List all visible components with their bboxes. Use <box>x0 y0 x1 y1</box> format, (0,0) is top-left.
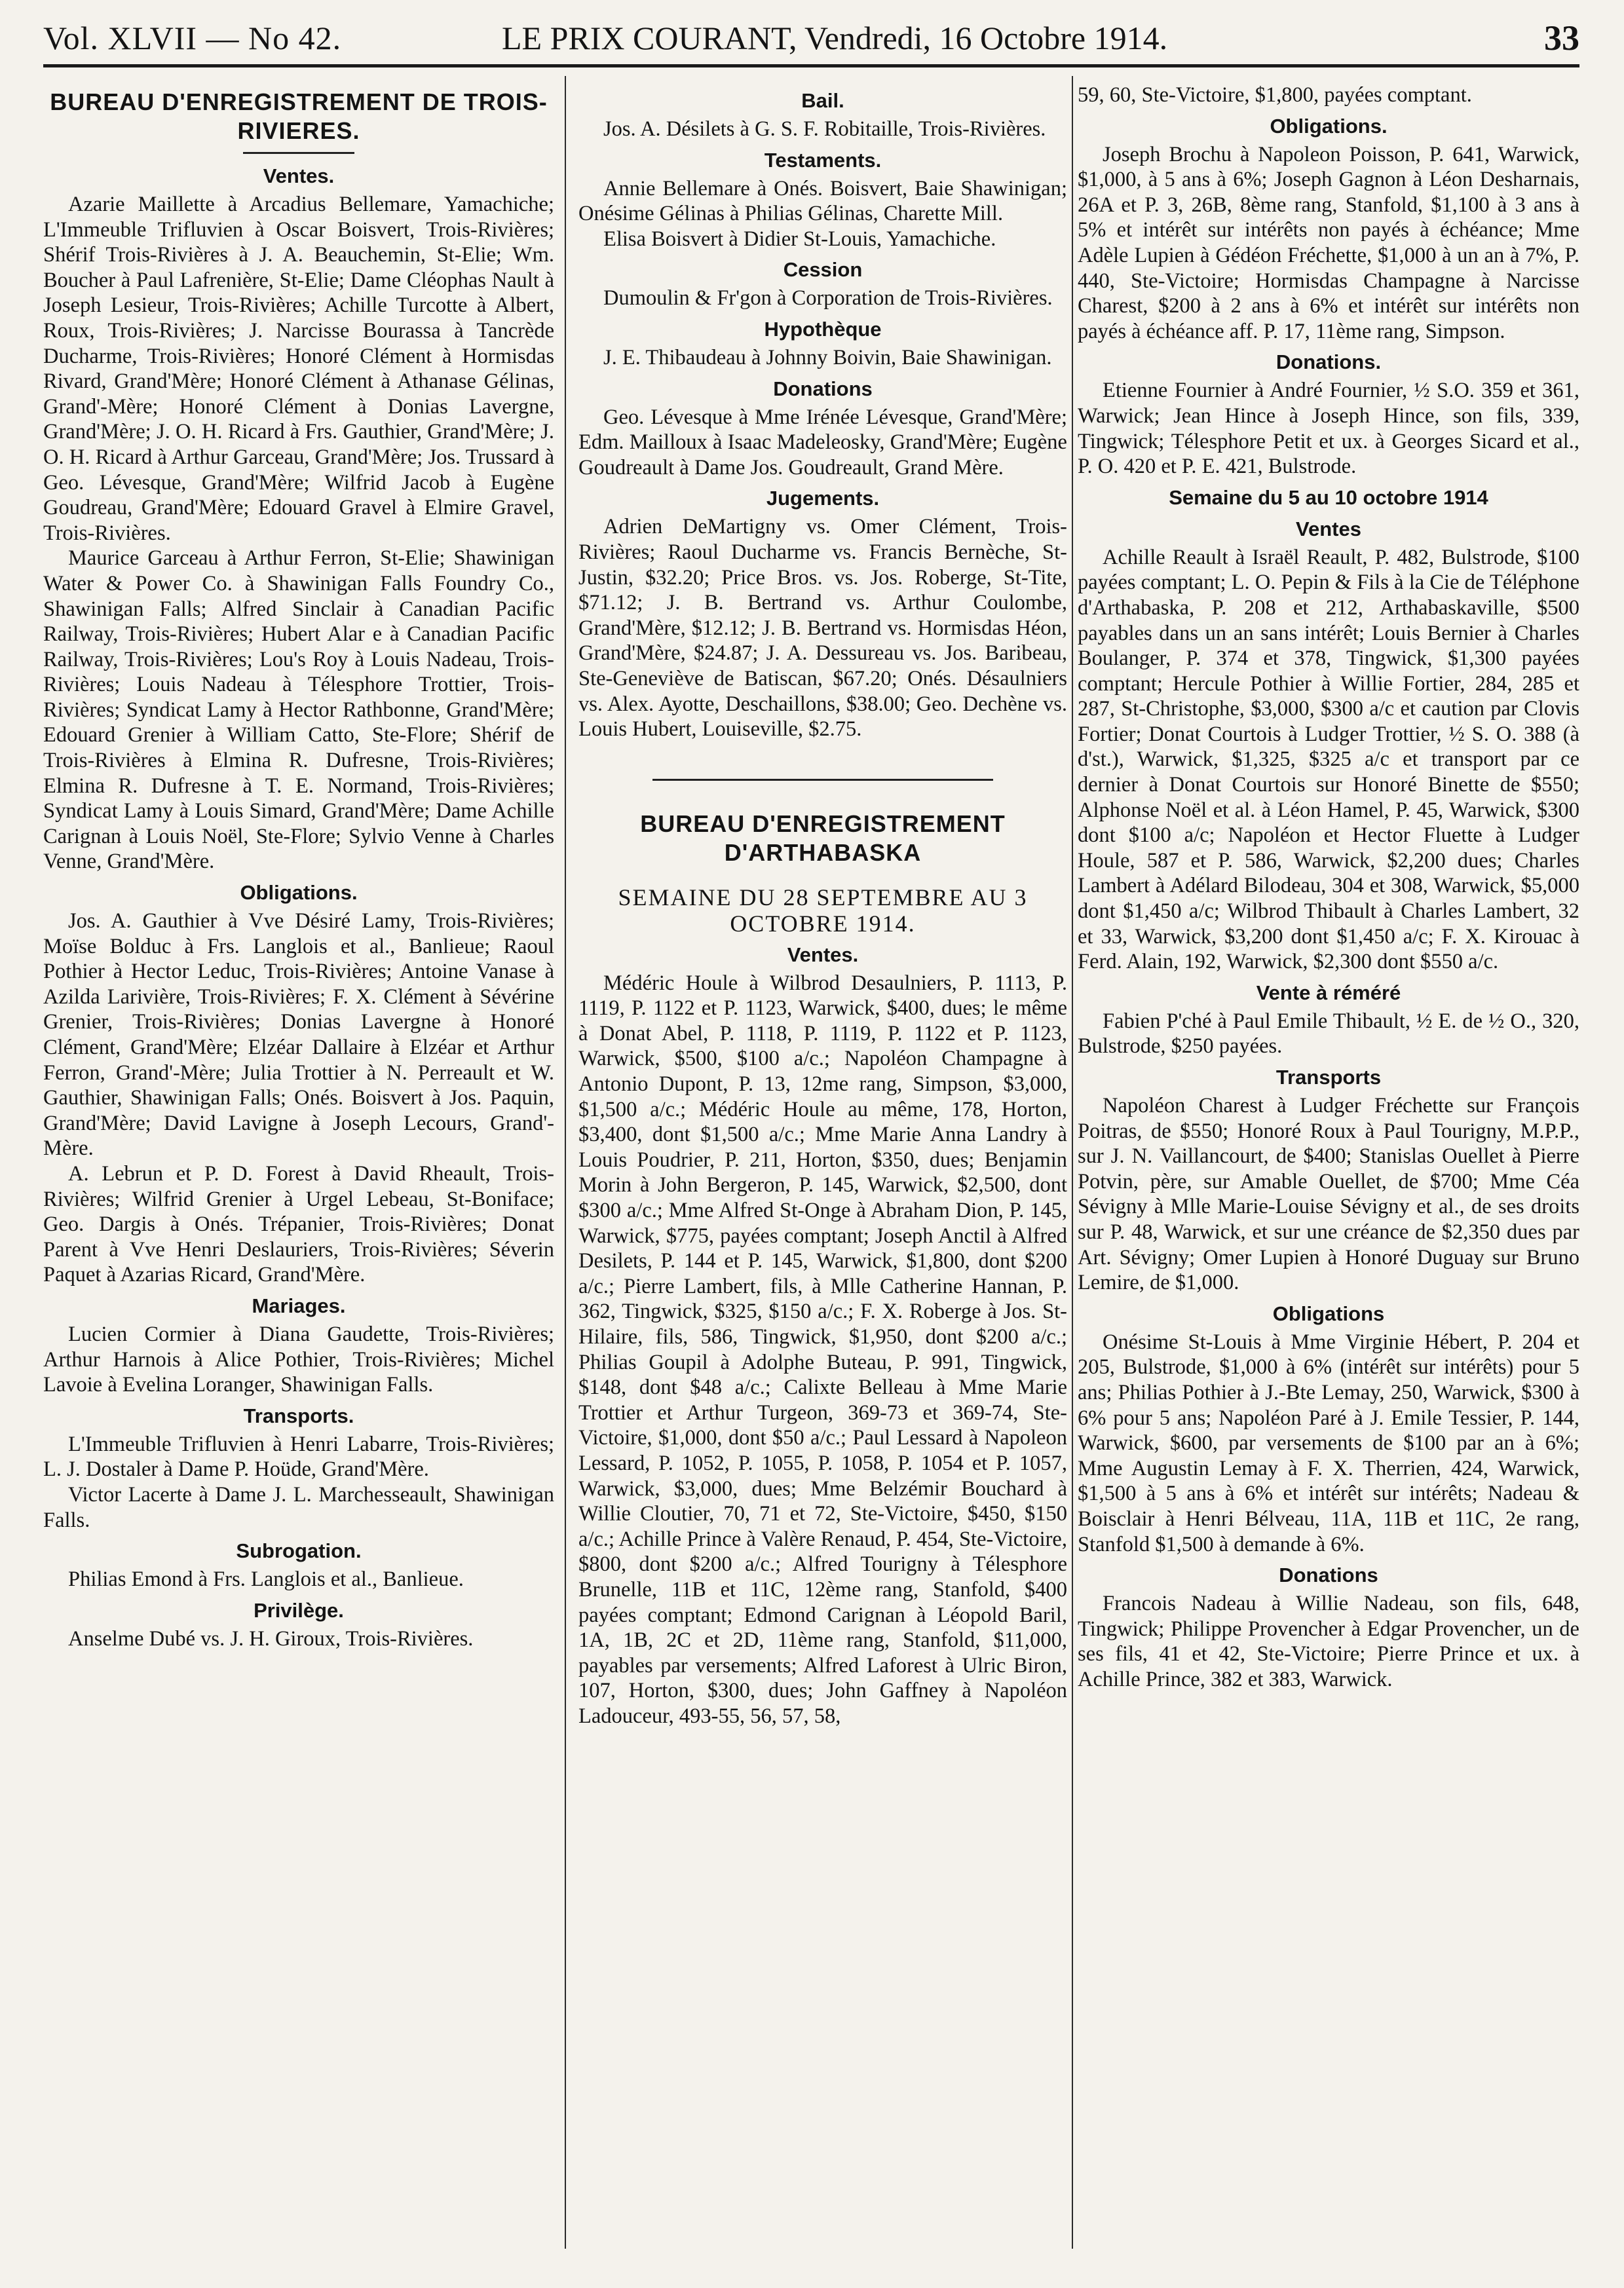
section-title: Jugements. <box>766 487 880 510</box>
heading-rule <box>243 152 354 154</box>
continued-paragraph: 59, 60, Ste-Victoire, $1,800, payées comptant. <box>1078 83 1472 107</box>
column-divider <box>565 76 566 2249</box>
section-title: Bail. <box>801 89 844 112</box>
section-title: Ventes <box>1296 517 1361 540</box>
section-title: Privilège. <box>254 1598 344 1622</box>
entry-paragraph: Lucien Cormier à Diana Gaudette, Trois-Rivières; Arthur Harnois à Alice Pothier, Trois-Rivières; Michel Lavoie à Evelina Loranger, Shawinigan Falls. <box>43 1322 554 1397</box>
section-title: Obligations <box>1272 1302 1385 1325</box>
section-title: Transports. <box>243 1404 354 1427</box>
entry-paragraph: Francois Nadeau à Willie Nadeau, son fils, 648, Tingwick; Philippe Provencher à Edgar Provencher, un de ses fils, 41 et 42, Ste-Victoire; Pierre Prince et ux. à Achille Prince, 382 et 383, Warwick. <box>1078 1592 1579 1691</box>
section-title: Subrogation. <box>236 1539 362 1563</box>
section-separator <box>652 779 993 781</box>
volume-number: Vol. XLVII — No 42. <box>43 20 342 56</box>
section-title: Obligations. <box>240 881 358 905</box>
section-title: Obligations. <box>1270 114 1388 138</box>
section-title: Vente à réméré <box>1256 981 1401 1004</box>
section-title: Hypothèque <box>764 317 882 341</box>
entry-paragraph: Jos. A. Désilets à G. S. F. Robitaille, Trois-Rivières. <box>603 117 1046 141</box>
entry-paragraph: L'Immeuble Trifluvien à Henri Labarre, Trois-Rivières; L. J. Dostaler à Dame P. Hoüde, Grand'Mère. <box>43 1432 554 1482</box>
week-heading: SEMAINE DU 28 SEPTEMBRE AU 3 OCTOBRE 1914. <box>618 884 1028 937</box>
entry-paragraph: Azarie Maillette à Arcadius Bellemare, Yamachiche; L'Immeuble Trifluvien à Oscar Boisvert, Trois-Rivières; Shérif Trois-Rivières à J. A. Beauchemin, St-Elie; Wm. Boucher à Paul Lafrenière, St-Elie; Dame Cléophas Nault à Joseph Lesieur, Trois-Rivières; Achille Turcotte à Albert, Roux, Trois-Rivières; J. Narcisse Bourassa à Tancrède Ducharme, Trois-Rivières; Honoré Clément à Hormisdas Rivard, Grand'Mère; Honoré Clément à Athanase Gélinas, Grand'-Mère; Honoré Clément à Donias Lavergne, Grand'Mère; J. O. H. Ricard à Frs. Gauthier, Grand'Mère; J. O. H. Ricard à Arthur Garceau, Grand'Mère; Jos. Trussard à Geo. Lévesque, Grand'Mère; Wilfrid Jacob à Eugène Goudreau, Grand'Mère; Edouard Gravel à Elmire Gravel, Trois-Rivières. <box>43 193 554 545</box>
registry-heading-trois-rivieres: BUREAU D'ENREGISTREMENT DE TROIS-RIVIERES. <box>50 88 548 144</box>
column-1 <box>43 83 554 1651</box>
section-title: Mariages. <box>252 1294 346 1317</box>
entry-paragraph: Anselme Dubé vs. J. H. Giroux, Trois-Rivières. <box>68 1626 474 1651</box>
week-heading: Semaine du 5 au 10 octobre 1914 <box>1169 485 1488 509</box>
entry-paragraph: Geo. Lévesque à Mme Irénée Lévesque, Grand'Mère; Edm. Mailloux à Isaac Madeleosky, Grand'Mère; Eugène Goudreault à Dame Jos. Goudreault, Grand Mère. <box>578 405 1067 479</box>
section-title: Testaments. <box>764 148 882 172</box>
entry-paragraph: Victor Lacerte à Dame J. L. Marchesseault, Shawinigan Falls. <box>43 1482 554 1532</box>
section-title: Donations <box>1279 1564 1378 1587</box>
section-title: Ventes. <box>787 943 859 966</box>
entry-paragraph: Jos. A. Gauthier à Vve Désiré Lamy, Trois-Rivières; Moïse Bolduc à Frs. Langlois et al., Banlieue; Raoul Pothier à Hector Leduc, Trois-Rivières; Antoine Vanase à Azilda Larivière, Trois-Rivières; F. X. Clément à Sévérine Grenier, Trois-Rivières; Donias Lavergne à Honoré Clément, Grand'Mère; Elzéar Dallaire à Elzéar et Arthur Ferron, Grand'-Mère; Julia Trottier à N. Perreault et W. Gauthier, Shawinigan Falls; Onés. Boisvert à Jos. Paquin, Grand'Mère; David Lavigne à Joseph Lecours, Grand'-Mère. <box>43 909 554 1161</box>
entry-paragraph: Adrien DeMartigny vs. Omer Clément, Trois-Rivières; Raoul Ducharme vs. Francis Bernèche, St-Justin, $32.20; Price Bros. vs. Jos. Roberge, St-Tite, $71.12; J. B. Bertrand vs. Arthur Coulombe, Grand'Mère, $12.12; J. B. Bertrand vs. Hormisdas Héon, Grand'Mère, $24.87; J. A. Dessureau vs. Jos. Baribeau, Ste-Geneviève de Batiscan, $67.20; Onés. Désaulniers vs. Alex. Ayotte, Deschaillons, $38.00; Geo. Dechène vs. Louis Hubert, Louiseville, $2.75. <box>578 515 1067 741</box>
entry-paragraph: Philias Emond à Frs. Langlois et al., Banlieue. <box>68 1567 464 1592</box>
page-number: 33 <box>1544 18 1579 58</box>
entry-paragraph: Dumoulin & Fr'gon à Corporation de Trois-Rivières. <box>603 286 1053 310</box>
entry-paragraph: Napoléon Charest à Ludger Fréchette sur François Poitras, de $550; Honoré Roux à Paul Tourigny, M.P.P., sur J. N. Vaillancourt, de $400; Stanislas Ouellet à Pierre Potvin, père, sur Amable Ouellet, de $700; Mme Céa Sévigny à Mlle Marie-Louise Sévigny et al., de ses droits sur P. 48, Warwick, et sur une créance de $2,350 dues par Art. Sévigny; Omer Lupien à Honoré Duguay sur Bruno Lemire, de $1,000. <box>1078 1094 1579 1295</box>
entry-paragraph: Fabien P'ché à Paul Emile Thibault, ½ E. de ½ O., 320, Bulstrode, $250 payées. <box>1078 1009 1579 1059</box>
column-2 <box>578 83 1067 1729</box>
registry-heading-arthabaska: BUREAU D'ENREGISTREMENT D'ARTHABASKA <box>640 810 1006 866</box>
section-title: Cession <box>783 258 863 282</box>
section-title: Donations. <box>1275 350 1382 374</box>
section-title: Ventes. <box>263 164 335 187</box>
page-header <box>43 12 1579 67</box>
entry-paragraph: A. Lebrun et P. D. Forest à David Rheault, Trois-Rivières; Wilfrid Grenier à Urgel Lebeau, St-Boniface; Geo. Dargis à Onés. Trépanier, Trois-Rivières; Donat Parent à Vve Henri Deslauriers, Trois-Rivières; Séverin Paquet à Azarias Ricard, Grand'Mère. <box>43 1161 554 1287</box>
entry-paragraph: Etienne Fournier à André Fournier, ½ S.O. 359 et 361, Warwick; Jean Hince à Joseph Hince, son fils, 339, Tingwick; Télesphore Petit et ux. à Georges Sicard et al., P. O. 420 et P. E. 421, Bulstrode. <box>1078 379 1579 479</box>
section-title: Donations <box>773 377 873 400</box>
entry-paragraph: Joseph Brochu à Napoleon Poisson, P. 641, Warwick, $1,000, à 5 ans à 6%; Joseph Gagnon à Léon Desharnais, 26A et P. 3, 26B, 8ème rang, Stanfold, $1,100 à 3 ans à 5% et intérêt sur intérêts non payés à échéance; Mme Adèle Lupien à Gédéon Fréchette, $1,000 à un an à 7%, P. 440, Ste-Victoire; Hormisdas Champagne à Narcisse Charest, $200 à 2 ans à 6% et intérêt sur intérêts non payés à échéance aff. P. 17, 11ème rang, Simpson. <box>1078 142 1579 343</box>
entry-paragraph: Achille Reault à Israël Reault, P. 482, Bulstrode, $100 payées comptant; L. O. Pepin & Fils à la Cie de Téléphone d'Arthabaska, P. 208 et 212, Arthabaskaville, $500 payables dans un an sans intérêt; Louis Bernier à Charles Boulanger, P. 374 et 378, Tingwick, $1,300 payées comptant; Hercule Pothier à Willie Fortier, 284, 285 et 287, St-Christophe, $3,000, $300 a/c et caution par Clovis Fortier; Donat Courtois à Ludger Trottier, ½ S. O. 388 (à d'st.), Warwick, $1,325, $325 a/c et transport par ce dernier à Donat Courtois sur Honoré Binette de $550; Alphonse Noël et al. à Léon Hamel, P. 45, Warwick, $300 dont $100 a/c; Napoléon et Hector Fluette à Ludger Houle, 587 et P. 586, Warwick, $2,200 dues; Charles Lambert à Adélard Bilodeau, 304 et 308, Warwick, $5,000 dont $1,450 a/c; Wilbrod Thibault à Charles Lambert, 32 et 33, Warwick, $3,200 dont $1,450 a/c; F. X. Kirouac à Ferd. Alain, 192, Warwick, $2,300 dont $550 a/c. <box>1078 545 1579 974</box>
entry-paragraph: Médéric Houle à Wilbrod Desaulniers, P. 1113, P. 1119, P. 1122 et P. 1123, Warwick, $400, dues; le même à Donat Abel, P. 1118, P. 1119, P. 1122 et P. 1123, Warwick, $500, $100 a/c.; Napoléon Champagne à Antonio Dupont, P. 13, 12me rang, Simpson, $3,000, $1,500 a/c.; Médéric Houle au même, 178, Horton, $3,400, dont $1,500 a/c.; Mme Marie Anna Landry à Louis Poudrier, P. 211, Horton, $350, dues; Benjamin Morin à John Bergeron, P. 145, Warwick, $2,500, dont $300 a/c.; Mme Alfred St-Onge à Abraham Dion, P. 145, Warwick, $775, payées comptant; Joseph Anctil à Alfred Desilets, P. 144 et P. 145, Warwick, $1,800, dont $200 a/c.; Pierre Lambert, fils, à Mlle Catherine Hannan, P. 362, Tingwick, $325, $150 a/c.; F. X. Roberge à Jos. St-Hilaire, fils, 586, Tingwick, $1,950, dont $200 a/c.; Philias Goupil à Adolphe Buteau, P. 991, Tingwick, $148, dont $48 a/c.; Calixte Belleau à Mme Marie Trottier et Arthur Turgeon, 369-73 et 369-74, Ste-Victoire, $1,000, dont $50 a/c.; Paul Lessard à Napoleon Lessard, P. 1052, P. 1055, P. 1058, P. 1054 et P. 1057, Warwick, $3,000, dues; Mme Belzémir Bouchard à Willie Cloutier, 70, 71 et 72, Ste-Victoire, $450, $150 a/c.; Achille Prince à Valère Renaud, P. 454, Ste-Victoire, $800, dont $200 a/c.; Alfred Tourigny à Télesphore Brunelle, 11B et 11C, 12ème rang, Stanfold, $400 payées comptant; Edmond Carignan à Léopold Baril, 1A, 1B, 2C et 2D, 11ème rang, Stanfold, $11,000, payables par versements; Alfred Laforest à Ulric Biron, 107, Horton, $300, dues; John Gaffney à Napoléon Ladouceur, 493-55, 56, 57, 58, <box>578 971 1067 1728</box>
column-3 <box>1078 83 1579 1692</box>
entry-paragraph: Elisa Boisvert à Didier St-Louis, Yamachiche. <box>603 227 996 251</box>
masthead-title: LE PRIX COURANT, Vendredi, 16 Octobre 1914. <box>502 20 1168 56</box>
section-title: Transports <box>1275 1066 1382 1089</box>
entry-paragraph: J. E. Thibaudeau à Johnny Boivin, Baie Shawinigan. <box>603 345 1052 369</box>
entry-paragraph: Onésime St-Louis à Mme Virginie Hébert, P. 204 et 205, Bulstrode, $1,000 à 6% (intérêt sur intérêts) pour 5 ans; Philias Pothier à J.-Bte Lemay, 250, Warwick, $300 à 6% pour 5 ans; Napoléon Paré à J. Emile Tessier, P. 144, Warwick, $600, par versements de $100 par an à 6%; Mme Augustin Lemay à F. X. Therrien, 424, Warwick, $1,500 à 5 ans à 6% et intérêt sur intérêts; Nadeau & Boisclair à Henri Bélveau, 11A, 11B et 11C, 2e rang, Stanfold $1,500 à demande à 6%. <box>1078 1330 1579 1556</box>
entry-paragraph: Annie Bellemare à Onés. Boisvert, Baie Shawinigan; Onésime Gélinas à Philias Gélinas, Charette Mill. <box>578 176 1067 226</box>
column-divider <box>1072 76 1073 2249</box>
entry-paragraph: Maurice Garceau à Arthur Ferron, St-Elie; Shawinigan Water & Power Co. à Shawinigan Falls Foundry Co., Shawinigan Falls; Alfred Sinclair à Canadian Pacific Railway, Trois-Rivières; Hubert Alar e à Canadian Pacific Railway, Trois-Rivières; Lou's Roy à Louis Nadeau, Trois-Rivières; Louis Nadeau à Télesphore Trottier, Trois-Rivières; Syndicat Lamy à Hector Rathbonne, Grand'Mère; Edouard Grenier à William Catto, Ste-Flore; Shérif de Trois-Rivières à Elmina R. Dufresne, Trois-Rivières; Elmina R. Dufresne à T. E. Normand, Trois-Rivières; Syndicat Lamy à Louis Simard, Grand'Mère; Dame Achille Carignan à Louis Noël, Ste-Flore; Sylvio Venne à Charles Venne, Grand'Mère. <box>43 546 554 874</box>
